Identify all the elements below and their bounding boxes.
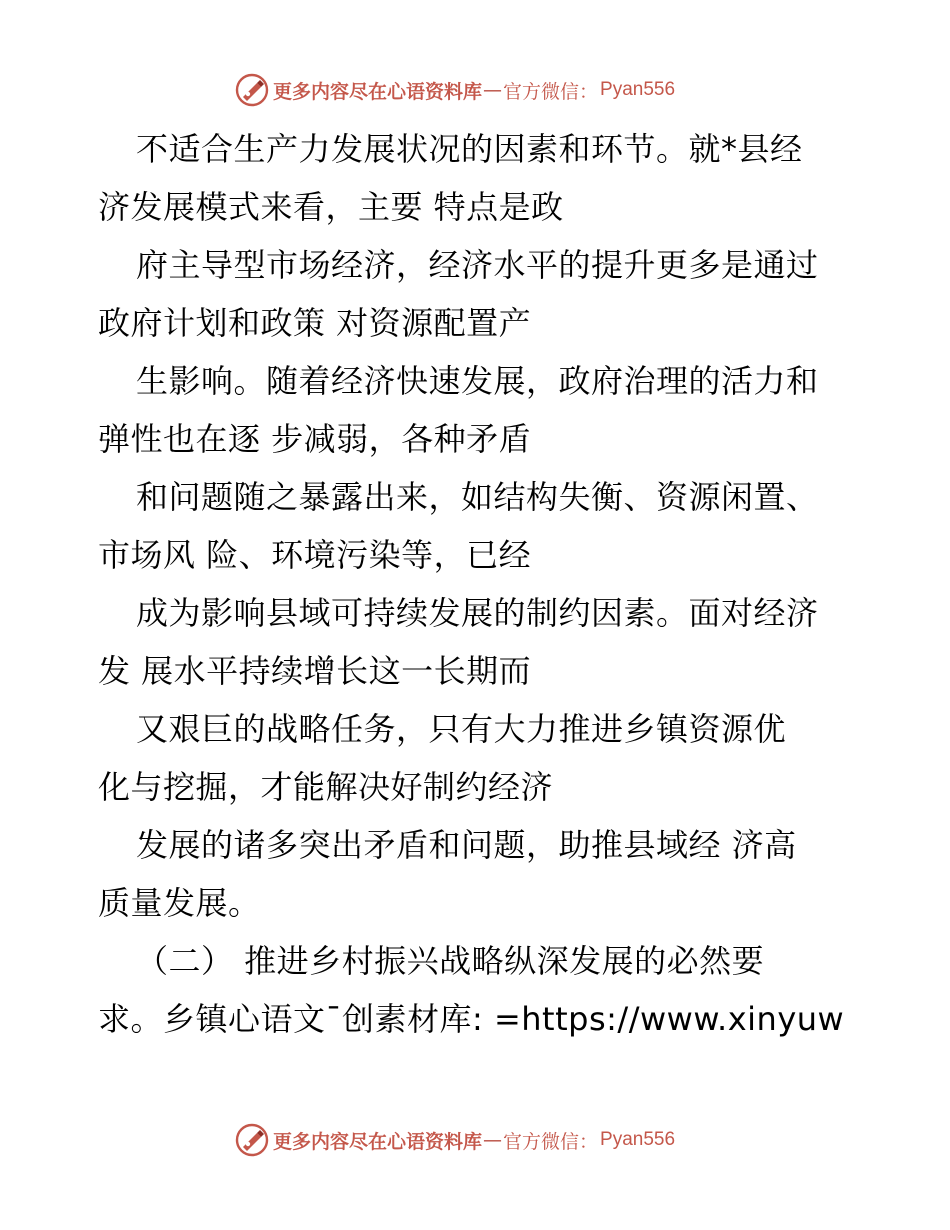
site-name: 更多内容尽在心语资料库 <box>273 1130 483 1153</box>
text-line-8: 市场风 险、环境污染等，已经 <box>98 536 532 574</box>
site-name: 更多内容尽在心语资料库 <box>273 80 483 103</box>
text-line-11: 又艰巨的战略任务，只有大力推进乡镇资源优 <box>136 710 787 748</box>
wechat-label: 官方微信： <box>503 1130 599 1153</box>
separator-dash: — <box>483 79 503 101</box>
wechat-id: Pyan556 <box>600 79 676 100</box>
text-line-16: 求。乡镇心语文¯创素材库: =https://www.xinyuw <box>98 1000 845 1038</box>
text-line-13: 发展的诸多突出矛盾和问题，助推县域经 济高 <box>136 826 797 864</box>
text-line-7: 和问题随之暴露出来，如结构失衡、资源闲置、 <box>136 478 819 516</box>
text-line-12: 化与挖掘，才能解决好制约经济 <box>98 768 554 806</box>
text-line-3: 府主导型市场经济，经济水平的提升更多是通过 <box>136 246 819 284</box>
text-line-5: 生影响。随着经济快速发展，政府治理的活力和 <box>136 362 819 400</box>
text-line-4: 政府计划和政策 对资源配置产 <box>98 304 532 342</box>
text-line-10: 发 展水平持续增长这一长期而 <box>98 652 532 690</box>
separator-dash: — <box>483 1129 503 1151</box>
text-line-2: 济发展模式来看，主要 特点是政 <box>98 188 564 226</box>
section-heading-line: （二） 推进乡村振兴战略纵深发展的必然要 <box>136 942 765 980</box>
header-banner <box>235 72 675 108</box>
footer-banner <box>235 1122 675 1158</box>
text-line-14: 质量发展。 <box>98 884 261 922</box>
pen-logo-icon <box>235 1123 269 1157</box>
text-line-6: 弹性也在逐 步减弱，各种矛盾 <box>98 420 532 458</box>
wechat-label: 官方微信： <box>503 80 599 103</box>
text-line-9: 成为影响县域可持续发展的制约因素。面对经济 <box>136 594 819 632</box>
document-body <box>98 120 858 1048</box>
pen-logo-icon <box>235 73 269 107</box>
text-line-1: 不适合生产力发展状况的因素和环节。就*县经 <box>136 130 803 168</box>
wechat-id: Pyan556 <box>600 1129 676 1150</box>
